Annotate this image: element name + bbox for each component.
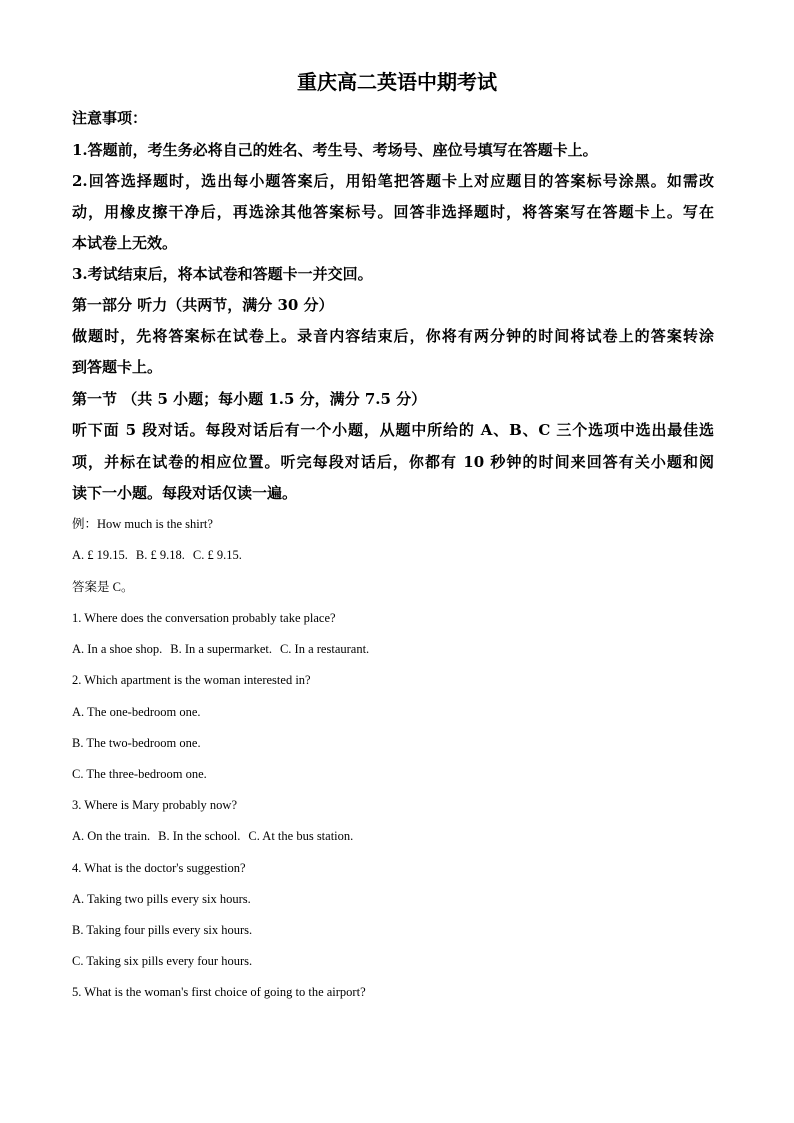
question-1: 1. Where does the conversation probably take place? — [72, 611, 336, 625]
notice-heading: 注意事项： — [72, 109, 148, 127]
question-3-option-a: A. On the train. — [72, 829, 151, 843]
question-3-option-c: C. At the bus station. — [248, 829, 354, 843]
section-1-heading: 第一节 （共 5 小题；每小题 1.5 分，满分 7.5 分） — [72, 390, 427, 408]
notice-item-3: 3.考试结束后，将本试卷和答题卡一并交回。 — [72, 265, 373, 283]
question-4: 4. What is the doctor's suggestion? — [72, 861, 246, 875]
part-1-instruction-line-2: 到答题卡上。 — [72, 358, 163, 376]
notice-item-2-line-2: 动，用橡皮擦干净后，再选涂其他答案标号。回答非选择题时，将答案写在答题卡上。写在 — [72, 203, 714, 221]
question-1-option-b: B. In a supermarket. — [170, 642, 272, 656]
example-question: 例：How much is the shirt? — [72, 517, 213, 531]
question-1-option-a: A. In a shoe shop. — [72, 642, 163, 656]
example-option-a: A. £ 19.15. — [72, 548, 128, 562]
question-3: 3. Where is Mary probably now? — [72, 798, 238, 812]
example-option-c: C. £ 9.15. — [192, 548, 242, 562]
notice-item-1: 1.答题前，考生务必将自己的姓名、考生号、考场号、座位号填写在答题卡上。 — [72, 141, 598, 159]
example-options — [72, 546, 242, 564]
question-4-option-a: A. Taking two pills every six hours. — [72, 892, 251, 906]
question-4-option-b: B. Taking four pills every six hours. — [72, 923, 253, 937]
question-2-option-a: A. The one-bedroom one. — [72, 705, 201, 719]
question-5: 5. What is the woman's first choice of going to the airport? — [72, 985, 366, 999]
part-1-heading: 第一部分 听力（共两节，满分 30 分） — [72, 296, 334, 314]
question-4-option-c: C. Taking six pills every four hours. — [72, 954, 253, 968]
section-1-instruction-line-3: 读下一小题。每段对话仅读一遍。 — [72, 484, 298, 502]
question-1-option-c: C. In a restaurant. — [279, 642, 370, 656]
question-1-options — [72, 640, 369, 658]
notice-item-2-line-1: 2.回答选择题时，选出每小题答案后，用铅笔把答题卡上对应题目的答案标号涂黑。如需改 — [72, 172, 714, 190]
example-answer: 答案是 C。 — [72, 580, 134, 594]
question-2-option-c: C. The three-bedroom one. — [72, 767, 207, 781]
section-1-instruction-line-2: 项，并标在试卷的相应位置。听完每段对话后，你都有 10 秒钟的时间来回答有关小题和阅 — [72, 453, 714, 471]
question-3-options — [72, 827, 353, 845]
section-1-instruction-line-1: 听下面 5 段对话。每段对话后有一个小题，从题中所给的 A、B、C 三个选项中选出最佳选 — [72, 421, 714, 439]
question-3-option-b: B. In the school. — [158, 829, 241, 843]
example-option-b: B. £ 9.18. — [135, 548, 185, 562]
question-2-option-b: B. The two-bedroom one. — [72, 736, 201, 750]
page-title: 重庆高二英语中期考试 — [297, 70, 497, 94]
notice-item-2-line-3: 本试卷上无效。 — [72, 234, 178, 252]
part-1-instruction-line-1: 做题时，先将答案标在试卷上。录音内容结束后，你将有两分钟的时间将试卷上的答案转涂 — [72, 327, 714, 345]
question-2: 2. Which apartment is the woman interested in? — [72, 673, 311, 687]
